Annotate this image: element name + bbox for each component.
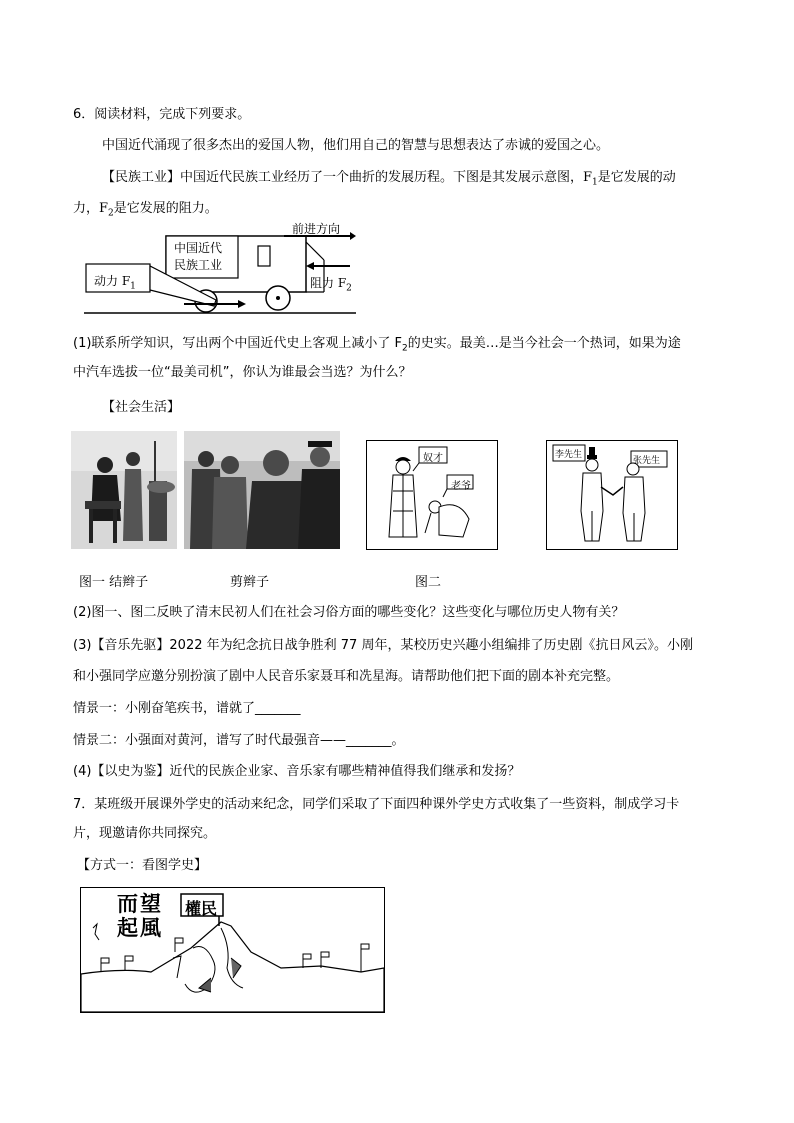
caption-figure2: 图二 <box>415 575 442 590</box>
q6-industry-line1 <box>102 166 676 188</box>
photo-braiding <box>71 431 177 549</box>
cartoon1-tag-master: 老爷 <box>451 481 471 492</box>
q6-industry-line1-sub: 1 <box>592 177 598 188</box>
photo-cutting-queue-svg <box>184 431 340 549</box>
q6-intro: 中国近代涌现了很多杰出的爱国人物，他们用自己的智慧与思想表达了赤诚的爱国之心。 <box>102 138 610 153</box>
q6-industry-line1-a: 【民族工业】中国近代民族工业经历了一个曲折的发展历程。下图是其发展示意图，F <box>102 170 593 185</box>
q6-sub3-line1: (3)【音乐先驱】2022 年为纪念抗日战争胜利 77 周年，某校历史兴趣小组编排了历史剧《抗日风云》。小刚 <box>73 638 693 653</box>
cartoon-handshake <box>546 440 678 550</box>
cartoon-text-left-2: 起風 <box>117 915 163 940</box>
q6-sub3-line2: 和小强同学应邀分别扮演了剧中人民音乐家聂耳和冼星海。请帮助他们把下面的剧本补充完整。 <box>73 669 620 684</box>
q6-sub1-line1-b: 的史实。最美…是当今社会一个热词，如果为途 <box>407 336 681 351</box>
photo-cutting-queue <box>184 431 340 549</box>
q6-sub1-line1-sub: 2 <box>402 343 408 354</box>
q6-sub1-line2: 中汽车选拔一位“最美司机”，你认为谁最会当选？为什么？ <box>73 365 412 380</box>
diagram-truck-label-2: 民族工业 <box>174 258 223 272</box>
q6-scene2: 情景二：小强面对黄河，谱写了时代最强音——_______。 <box>73 733 405 748</box>
q6-industry-line2-b: 是它发展的阻力。 <box>113 201 218 216</box>
cartoon-flag-text: 權民 <box>185 899 218 918</box>
cartoon-servant-master <box>366 440 498 550</box>
photo-braiding-svg <box>71 431 177 549</box>
diagram-resist-sub: 2 <box>346 283 352 294</box>
q6-industry-line1-b: 是它发展的动 <box>597 170 676 185</box>
cartoon2-tag-li: 李先生 <box>555 450 583 460</box>
q6-sub1-line1-a: (1)联系所学知识，写出两个中国近代史上客观上减小了 F <box>73 336 403 351</box>
industry-diagram <box>84 222 356 316</box>
q6-sub1-line1 <box>73 332 681 354</box>
diagram-resist-text: 阻力 F <box>310 276 347 290</box>
caption-figure1-braid: 图一 结辫子 <box>79 575 149 590</box>
q6-scene1: 情景一：小刚奋笔疾书，谱就了_______ <box>73 701 301 716</box>
diagram-truck-label-1: 中国近代 <box>174 241 223 255</box>
q6-industry-line2 <box>73 197 218 219</box>
caption-cut-braid: 剪辫子 <box>230 575 270 590</box>
q6-industry-line2-sub: 2 <box>108 208 114 219</box>
cartoon-text-left-1: 而望 <box>117 891 163 916</box>
q6-sub2: (2)图一、图二反映了清末民初人们在社会习俗方面的哪些变化？这些变化与哪位历史人物有关？ <box>73 605 625 620</box>
cartoon1-tag-servant: 奴才 <box>423 453 443 464</box>
diagram-resist-label <box>310 274 352 293</box>
q6-industry-line2-a: 力，F <box>73 201 109 216</box>
q6-title: 6．阅读材料，完成下列要求。 <box>73 107 251 122</box>
cartoon-peoples-rights <box>80 887 385 1013</box>
diagram-power-label <box>94 272 136 291</box>
diagram-power-text: 动力 F <box>94 274 131 288</box>
cartoon2-tag-zhang: 张先生 <box>633 456 661 466</box>
q7-line2: 片，现邀请你共同探究。 <box>73 826 217 841</box>
q7-line1: 7．某班级开展课外学史的活动来纪念，同学们采取了下面四种课外学史方式收集了一些资料，制成学习卡 <box>73 797 680 812</box>
diagram-forward-label: 前进方向 <box>292 222 341 236</box>
q7-method1: 【方式一：看图学史】 <box>77 858 208 873</box>
social-life-label: 【社会生活】 <box>102 400 181 415</box>
diagram-power-sub: 1 <box>130 281 136 292</box>
q6-sub4: (4)【以史为鉴】近代的民族企业家、音乐家有哪些精神值得我们继承和发扬？ <box>73 764 521 779</box>
